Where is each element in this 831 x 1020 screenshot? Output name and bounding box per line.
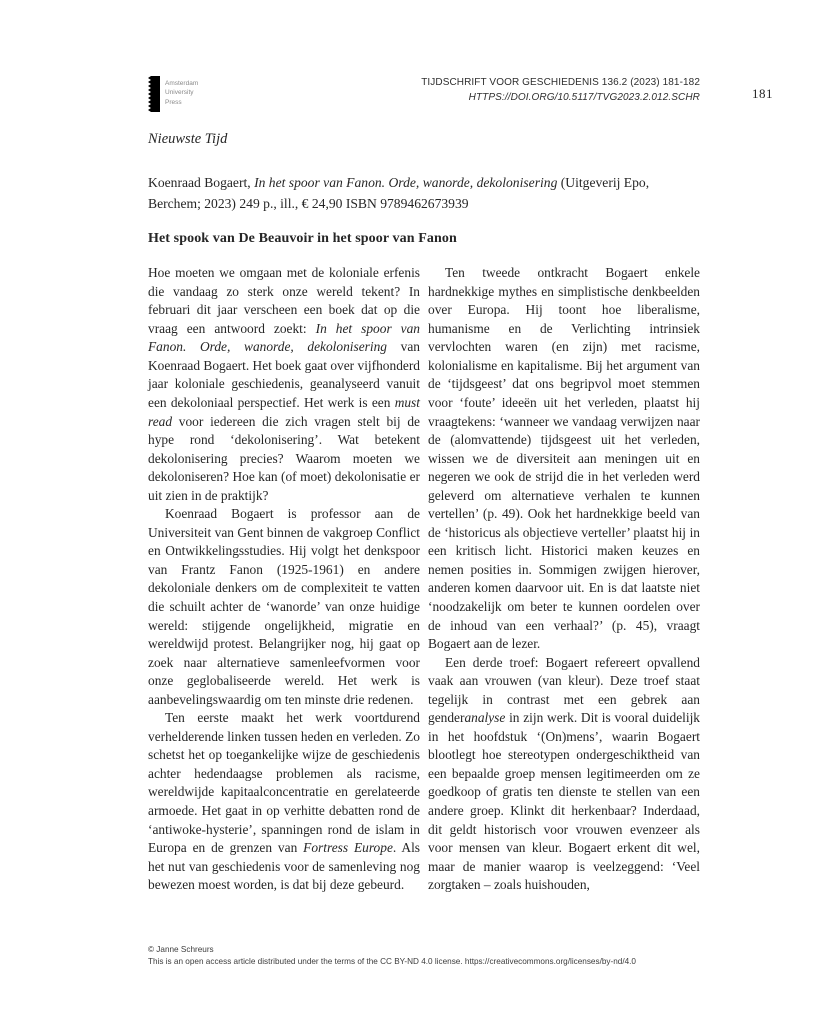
left-column (148, 264, 420, 895)
publisher-name (165, 76, 198, 107)
license-line: This is an open access article distributed under the terms of the CC BY-ND 4.0 license. https://creativecommons.org/licenses/by-nd/4.0 (148, 957, 636, 967)
body-columns (148, 264, 700, 895)
section-label: Nieuwste Tijd (148, 131, 228, 147)
paragraph: Een derde troef: Bogaert refereert opvallend vaak aan vrouwen (van kleur). Deze troef staat tegelijk in contrast met een gebrek aan genderanalyse in zijn werk. Dit is vooral duidelijk in het hoofdstuk ‘(On)mens’, waarin Bogaert blootlegt hoe stereotypen ondergeschiktheid van een bepaalde groep mensen legitimeerden om ze goedkoop of gratis ten dienste te stellen van een andere groep. Klinkt dit herkenbaar? Inderdaad, dit geldt historisch voor vrouwen evenzeer als voor mensen van kleur. Bogaert erkent dit wel, maar de manier waarop is veelzeggend: ‘Veel zorgtaken – zoals huishouden, (428, 654, 700, 893)
publisher-name-line: Press (165, 98, 182, 106)
aup-logo-icon (148, 76, 160, 117)
page-header (148, 76, 700, 117)
book-citation: Koenraad Bogaert, In het spoor van Fanon. Orde, wanorde, dekolonisering (Uitgeverij Epo, Berchem; 2023) 249 p., ill., € 24,90 ISBN 9789462673939 (148, 175, 650, 212)
page-footer (148, 944, 708, 969)
paragraph: Hoe moeten we omgaan met de koloniale erfenis die vandaag zo sterk onze wereld tekent? In februari dit jaar verscheen een boek dat op die vraag een antwoord zoekt: In het spoor van Fanon. Orde, wanorde, dekolonisering van Koenraad Bogaert. Het boek gaat over vijfhonderd jaar koloniale geschiedenis, geanalyseerd vanuit een dekoloniaal perspectief. Het werk is een must read voor iedereen die zich vragen stelt bij de hype rond ‘dekolonisering’. Wat betekent dekolonisering precies? Waarom moeten we dekoloniseren? Hoe kan (of moet) dekolonisatie er uit zien in de praktijk? (148, 265, 421, 503)
paragraph: Koenraad Bogaert is professor aan de Universiteit van Gent binnen de vakgroep Conflict en Ontwikkelingsstudies. Hij volgt het denkspoor van Frantz Fanon (1925-1961) en andere dekoloniale denkers om de complexiteit te vatten die schuilt achter de ‘wanorde’ van onze huidige wereld: stijgende ongelijkheid, migratie en wereldwijd protest. Belangrijker nog, hij gaat op zoek naar alternatieve samenleefvormen voor onze geglobaliseerde wereld. Het werk is aanbevelingswaardig om ten minste drie redenen. (148, 506, 420, 707)
paragraph: Ten eerste maakt het werk voortdurend verhelderende linken tussen heden en verleden. Zo schetst het op toegankelijke wijze de geschiedenis achter hedendaagse problemen als racisme, wereldwijde kapitaalconcentratie en gerelateerde armoede. Het gaat in op verhitte debatten rond de ‘antiwoke-hysterie’, spanningen rond de islam in Europa en de grenzen van Fortress Europe. Als het nut van geschiedenis voor de samenleving nog bewezen moest worden, is dat bij deze gebeurd. (148, 710, 421, 893)
review-title: Het spook van De Beauvoir in het spoor van Fanon (148, 231, 457, 247)
publisher-name-line: University (165, 89, 194, 97)
right-column (428, 264, 700, 895)
doi-line: HTTPS://DOI.ORG/10.5117/TVG2023.2.012.SCHR (468, 91, 700, 103)
page-content (148, 76, 700, 895)
journal-citation-line: TIJDSCHRIFT VOOR GESCHIEDENIS 136.2 (2023) 181-182 (421, 77, 700, 88)
journal-info (421, 76, 700, 105)
publisher-name-line: Amsterdam (165, 80, 199, 87)
copyright-line: © Janne Schreurs (148, 945, 214, 954)
publisher-logo (148, 76, 198, 117)
page-number: 181 (752, 86, 773, 101)
paragraph: Ten tweede ontkracht Bogaert enkele hardnekkige mythes en simplistische denkbeelden over Europa. Hij toont hoe liberalisme, humanisme en de Verlichting intrinsiek vervlochten waren (en zijn) met racisme, kolonialisme en kapitalisme. Bij het argument van de ‘tijdsgeest’ dat ons begripvol moet stemmen voor ‘foute’ ideeën uit het verleden, plaatst hij vraagtekens: ‘wanneer we vandaag verwijzen naar de (alomvattende) tijdsgeest uit het verleden, wissen we de diversiteit aan meningen uit en negeren we ook de strijd die in het verleden werd geleverd om alternatieve verhalen te kunnen vertellen’ (p. 49). Ook het hardnekkige beeld van de ‘historicus als objectieve verteller’ plaatst hij in een kritisch licht. Historici maken keuzes en nemen posities in. Sommigen zwijgen hierover, anderen komen daarvoor uit. En is dat laatste niet ‘noodzakelijk om beter te kunnen oordelen over de inhoud van een verhaal?’ (p. 45), vraagt Bogaert aan de lezer. (428, 265, 700, 652)
